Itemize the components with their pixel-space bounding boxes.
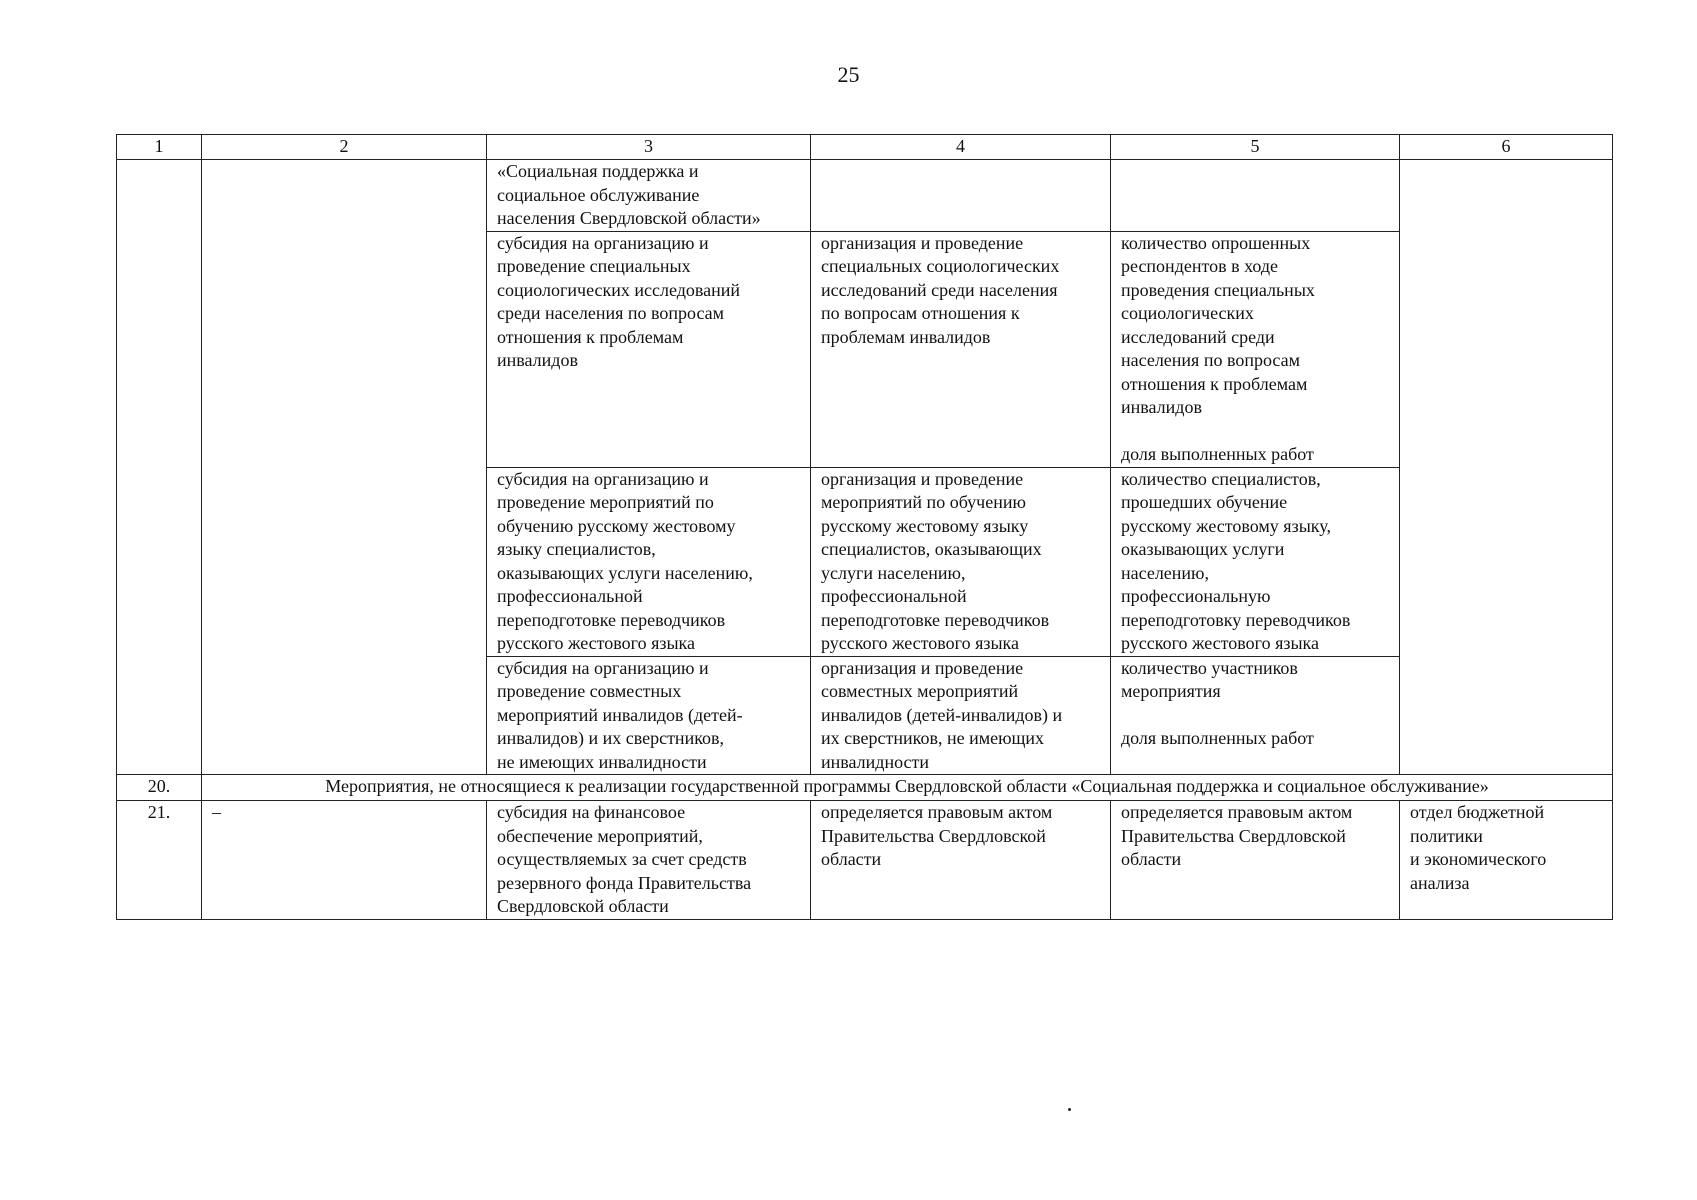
indicator-cell <box>1111 231 1400 467</box>
activity-cell <box>811 467 1111 656</box>
empty-cell <box>1111 160 1400 232</box>
subsidy-cell <box>487 467 811 656</box>
table-row-21 <box>117 801 1613 920</box>
cell-text: субсидия на организацию и проведение совместных мероприятий инвалидов (детей- инвалидов) и их сверстников, не имеющих инвалидности <box>497 657 743 772</box>
cell-text: субсидия на финансовое обеспечение мероприятий, осуществляемых за счет средств резервного фонда Правительства Свердловской области <box>497 802 752 916</box>
responsible-cell-empty <box>1400 160 1613 775</box>
program-name-cell-empty <box>202 160 487 775</box>
cell-text: субсидия на организацию и проведение специальных социологических исследований среди населения по вопросам отношения к проблемам инвалидов <box>497 232 741 370</box>
table-row-program-continuation <box>117 160 1613 232</box>
indicator-cell <box>1111 656 1400 775</box>
subsidy-cell <box>487 656 811 775</box>
cell-text: количество специалистов, прошедших обучение русскому жестовому языку, оказывающих услуги населению, профессиональную переподготовку переводчиков русского жестового языка <box>1121 468 1351 653</box>
cell-text: организация и проведение специальных социологических исследований среди населения по вопросам отношения к проблемам инвалидов <box>821 232 1060 347</box>
activity-cell <box>811 801 1111 920</box>
empty-cell <box>811 160 1111 232</box>
cell-text: «Социальная поддержка и социальное обслуживание населения Свердловской области» <box>497 161 761 228</box>
program-name-continuation <box>487 160 811 232</box>
indicator-cell <box>1111 467 1400 656</box>
cell-text: организация и проведение совместных мероприятий инвалидов (детей-инвалидов) и их сверстников, не имеющих инвалидности <box>821 657 1063 772</box>
cell-text: количество опрошенных респондентов в ходе проведения специальных социологических исследований среди населения по вопросам отношения к проблемам инвалидов доля выполненных работ <box>1121 232 1315 464</box>
cell-text: определяется правовым актом Правительства Свердловской области <box>821 802 1053 869</box>
stray-dot-mark <box>1068 1108 1071 1111</box>
dash-text: – <box>212 802 221 822</box>
page-number: 25 <box>837 62 860 87</box>
cell-text: количество участников мероприятия доля выполненных работ <box>1121 657 1314 748</box>
activity-cell <box>811 656 1111 775</box>
column-number-header-row <box>117 135 1613 160</box>
table-row-20-section <box>117 775 1613 801</box>
cell-text: организация и проведение мероприятий по обучению русскому жестовому языку специалистов, оказывающих услуги населению, профессиональной переподготовке переводчиков русского жестового языка <box>821 468 1050 653</box>
measures-table <box>116 134 1613 920</box>
cell-text: отдел бюджетной политики и экономического анализа <box>1410 802 1547 893</box>
subsidy-cell <box>487 801 811 920</box>
subsidy-cell <box>487 231 811 467</box>
responsible-cell <box>1400 801 1613 920</box>
activity-cell <box>811 231 1111 467</box>
program-name-cell <box>202 801 487 920</box>
column-header-5: 5 <box>1111 135 1400 160</box>
column-header-2: 2 <box>202 135 487 160</box>
cell-text: определяется правовым актом Правительства Свердловской области <box>1121 802 1353 869</box>
row-number-cell-empty <box>117 160 202 775</box>
row-number: 20. <box>117 775 202 801</box>
column-header-1: 1 <box>117 135 202 160</box>
indicator-cell <box>1111 801 1400 920</box>
cell-text: субсидия на организацию и проведение мероприятий по обучению русскому жестовому языку специалистов, оказывающих услуги населению, профессиональной переподготовке переводчиков русского жестового языка <box>497 468 753 653</box>
row-number: 21. <box>117 801 202 920</box>
column-header-4: 4 <box>811 135 1111 160</box>
section-title: Мероприятия, не относящиеся к реализации государственной программы Свердловской области «Социальная поддержка и социальное обслуживание» <box>202 775 1613 801</box>
column-header-6: 6 <box>1400 135 1613 160</box>
column-header-3: 3 <box>487 135 811 160</box>
